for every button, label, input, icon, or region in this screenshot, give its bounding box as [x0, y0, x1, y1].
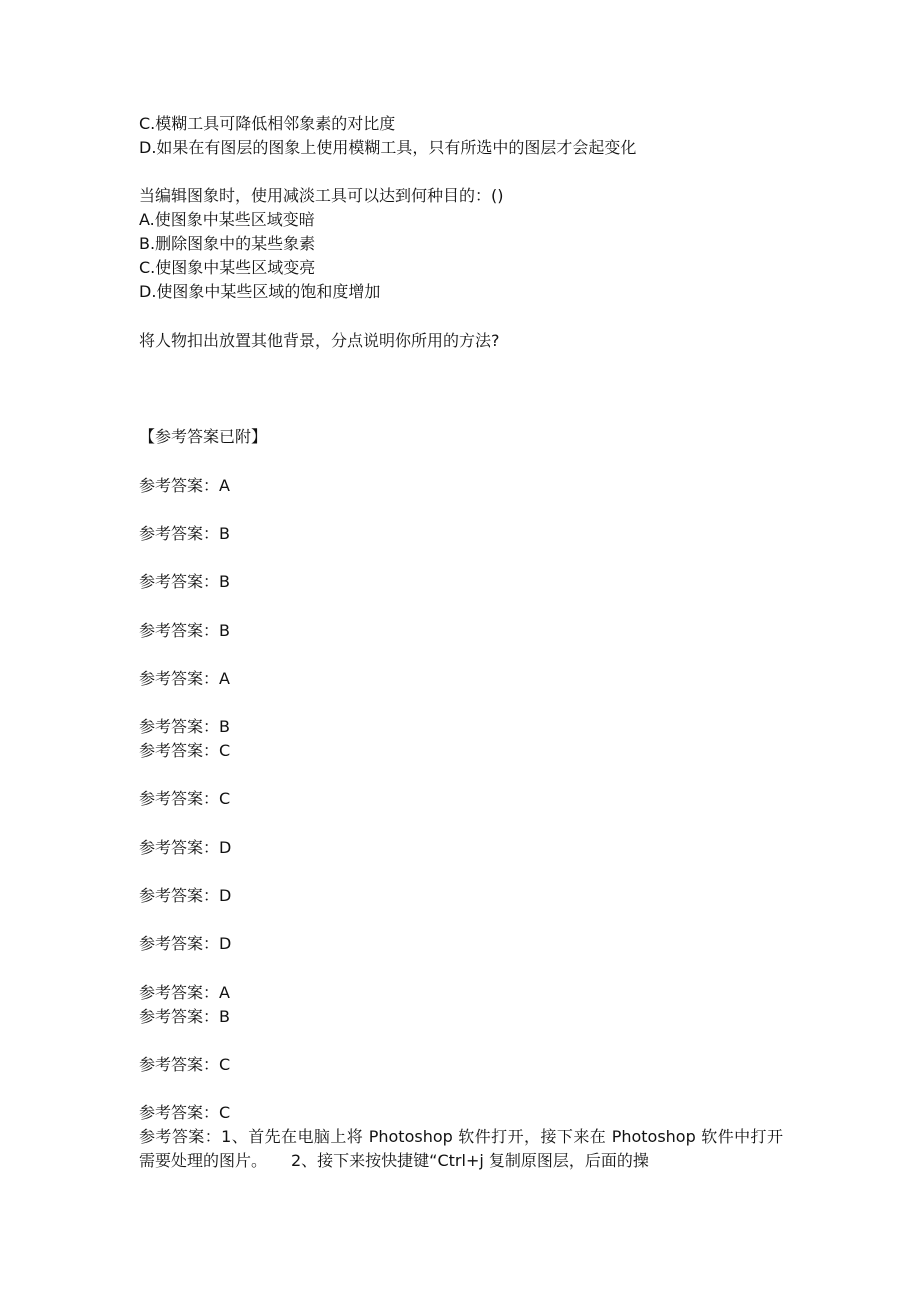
- q2-option-c: C.使图象中某些区域变亮: [139, 258, 316, 277]
- answer-line: 参考答案：D: [139, 934, 232, 953]
- answers-heading: 【参考答案已附】: [139, 427, 268, 446]
- answer-line: 参考答案：C: [139, 1055, 231, 1074]
- answer-line: 参考答案：C: [139, 789, 231, 808]
- q1-option-d: D.如果在有图层的图象上使用模糊工具，只有所选中的图层才会起变化: [139, 138, 637, 157]
- q2-option-a: A.使图象中某些区域变暗: [139, 210, 315, 229]
- answer-line: 参考答案：B: [139, 524, 230, 543]
- q2-question: 当编辑图象时，使用减淡工具可以达到何种目的：(): [139, 186, 504, 205]
- answer-line: 参考答案：D: [139, 838, 232, 857]
- answer-line: 参考答案：A: [139, 476, 230, 495]
- answer-line: 参考答案：D: [139, 886, 232, 905]
- answer-line: 参考答案：C: [139, 741, 231, 760]
- answer-line: 参考答案：B: [139, 1007, 230, 1026]
- answer-line: 参考答案：B: [139, 621, 230, 640]
- final-answer-paragraph: 参考答案：1、首先在电脑上将 Photoshop 软件打开，接下来在 Photoshop 软件中打开需要处理的图片。 2、接下来按快捷键“Ctrl+j 复制原图层，后面的操: [139, 1127, 783, 1170]
- answer-line: 参考答案：A: [139, 983, 230, 1002]
- q2-option-d: D.使图象中某些区域的饱和度增加: [139, 282, 381, 301]
- q3-question: 将人物扣出放置其他背景，分点说明你所用的方法?: [139, 331, 500, 350]
- answer-line: 参考答案：C: [139, 1103, 231, 1122]
- answer-line: 参考答案：A: [139, 669, 230, 688]
- q2-option-b: B.删除图象中的某些象素: [139, 234, 316, 253]
- answer-line: 参考答案：B: [139, 572, 230, 591]
- q1-option-c: C.模糊工具可降低相邻象素的对比度: [139, 114, 396, 133]
- answer-line: 参考答案：B: [139, 717, 230, 736]
